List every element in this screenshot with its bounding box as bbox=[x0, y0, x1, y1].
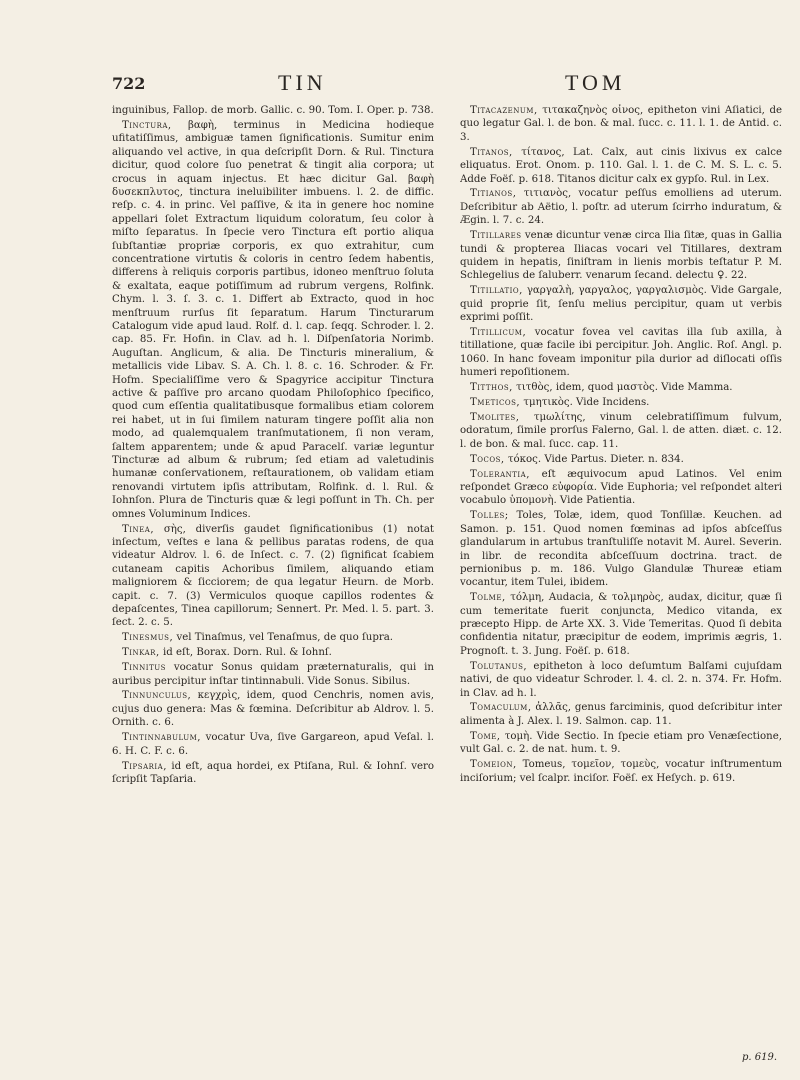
entry-headword: Tinea, bbox=[122, 523, 155, 535]
left-column bbox=[112, 104, 434, 1054]
entry-headword: Tinkar, bbox=[122, 647, 160, 659]
entry-text: τμωλίτης, vinum celebratiſſimum fulvum, odoratum, ſimile prorſus Falerno, Gal. l. de atten. diæt. c. 12. l. de bon. & mal. ſucc. cap. 11. bbox=[460, 411, 782, 450]
entry-text: inguinibus, Fallop. de morb. Gallic. c. 90. Tom. I. Oper. p. 738. bbox=[112, 105, 434, 116]
entry-text: Toles, Tolæ, idem, quod Tonſillæ. Keuchen. ad Samon. p. 151. Quod nomen fœminas ad ipſos abſceſſus glandularum in artubus tranſtuliſſe notavit M. Aurel. Severin. in libr. de recondita abſceſſuum doctrina. tract. de pernionibus p. m. 186. Vulgo Glandulæ Thureæ etiam vocantur, item Tulei, ibidem. bbox=[460, 510, 782, 589]
entry-headword: Tintinnabulum, bbox=[122, 732, 202, 744]
dictionary-entry bbox=[460, 411, 782, 451]
entry-text: τιτακαζηνὸς οἶνος, epitheton vini Aſiatici, de quo legatur Gal. l. de bon. & mal. ſucc. c. 11. l. 1. de Antid. c. 3. bbox=[460, 105, 782, 143]
dictionary-entry bbox=[460, 730, 782, 757]
dictionary-entry bbox=[460, 453, 782, 466]
entry-headword: Tolerantia, bbox=[470, 468, 530, 480]
dictionary-entry bbox=[112, 760, 434, 787]
dictionary-entry bbox=[460, 660, 782, 700]
dictionary-entry bbox=[460, 591, 782, 658]
entry-text: epitheton à loco deſumtum Balſami cujuſdam nativi, de quo videatur Schroder. l. 4. cl. 2. n. 374. Fr. Hofm. in Clav. ad h. l. bbox=[460, 660, 782, 699]
entry-text: κεγχρὶς, idem, quod Cenchris, nomen avis, cujus duo genera: Mas & fœmina. Deſcribitur ab Aldrov. l. 5. Ornith. c. 6. bbox=[112, 690, 434, 729]
entry-text: τμητικὸς. Vide Incidens. bbox=[520, 397, 650, 409]
entry-headword: Tinnunculus, bbox=[122, 690, 192, 702]
dictionary-entry bbox=[460, 326, 782, 380]
entry-headword: Tinesmus, bbox=[122, 632, 174, 644]
dictionary-entry bbox=[112, 661, 434, 688]
entry-text: τιτιανὸς, vocatur peſſus emolliens ad uterum. Deſcribitur ab Aëtio, l. poſtr. ad uterum ſcirrho induratum, & Ægin. l. 7. c. 24. bbox=[460, 188, 782, 227]
entry-text: eſt æquivocum apud Latinos. Vel enim reſpondet Græco εὐφορία. Vide Euphoria; vel reſpondet alteri vocabulo ὑπομονὴ. Vide Patientia. bbox=[460, 468, 782, 507]
dictionary-entry bbox=[112, 119, 434, 521]
dictionary-entry bbox=[460, 187, 782, 227]
dictionary-entry bbox=[460, 701, 782, 728]
entry-headword: Tolutanus, bbox=[470, 660, 528, 672]
entry-text: τόκος. Vide Partus. Dieter. n. 834. bbox=[504, 453, 684, 465]
entry-text: ἀλλᾶς, genus farciminis, quod deſcribitur inter alimenta à J. Alex. l. 19. Salmon. cap. 11. bbox=[460, 702, 782, 727]
entry-text: vocatur Sonus quidam præternaturalis, qui in auribus percipitur inſtar tintinnabuli. Vide Sonus. Sibilus. bbox=[112, 662, 434, 687]
dictionary-entry bbox=[460, 468, 782, 508]
right-column bbox=[460, 104, 782, 1054]
dictionary-entry bbox=[112, 631, 434, 644]
entry-text: τόλμη, Audacia, & τολμηρὸς, audax, dicitur, quæ ſi cum temeritate fuerit conjuncta, Medico vitanda, ex præcepto Hipp. de Arte XX. 3. Vide Temeritas. Quod ſi debita confidentia nitatur, præcipitur de eodem, imprimis ægris, 1. Prognoſt. t. 3. Jung. Foëſ. p. 618. bbox=[460, 592, 782, 657]
dictionary-entry bbox=[460, 229, 782, 283]
dictionary-entry bbox=[460, 146, 782, 186]
entry-text: τιτθὸς, idem, quod μαστὸς. Vide Mamma. bbox=[512, 382, 733, 394]
entry-text: id eſt, Borax. Dorn. Rul. & Iohnſ. bbox=[159, 647, 332, 659]
entry-headword: Tome, bbox=[470, 730, 501, 742]
page-header bbox=[0, 70, 800, 98]
entry-headword: Titianos, bbox=[470, 188, 517, 200]
entry-headword: Tmolites, bbox=[470, 411, 520, 423]
running-head-left: TIN bbox=[278, 70, 327, 95]
entry-text: Tomeus, τομεῖον, τομεὺς, vocatur inſtrumentum inciſorium; vel ſcalpr. inciſor. Foëſ. ex Heſych. p. 619. bbox=[460, 759, 782, 784]
entry-text: τομὴ. Vide Sectio. In ſpecie etiam pro Venæſectione, vult Gal. c. 2. de nat. hum. t. 9. bbox=[460, 730, 782, 756]
entry-headword: Tolme, bbox=[470, 592, 506, 604]
entry-headword: Tomeion, bbox=[470, 759, 517, 771]
entry-headword: Tomaculum, bbox=[470, 702, 532, 714]
dictionary-entry bbox=[460, 381, 782, 394]
dictionary-entry bbox=[460, 396, 782, 409]
entry-headword: Tmeticos, bbox=[470, 397, 521, 409]
entry-headword: Tolles; bbox=[470, 510, 509, 522]
dictionary-entry bbox=[460, 284, 782, 324]
entry-text: τίτανος, Lat. Calx, aut cinis lixivus ex calce eliquatus. Erot. Onom. p. 110. Gal. l. 1. de C. M. S. L. c. 5. Adde Foëſ. p. 618. Titanos dicitur calx ex gypſo. Rul. in Lex. bbox=[460, 146, 782, 185]
entry-headword: Titillatio, bbox=[470, 285, 523, 297]
dictionary-entry bbox=[460, 758, 782, 785]
entry-headword: Titanos, bbox=[470, 146, 513, 158]
entry-text: id eſt, aqua hordei, ex Ptiſana, Rul. & Iohnſ. vero ſcripſit Tapſaria. bbox=[112, 760, 434, 785]
dictionary-entry bbox=[112, 523, 434, 630]
dictionary-entry bbox=[112, 731, 434, 758]
dictionary-entry bbox=[460, 509, 782, 589]
running-head-right: TOM bbox=[565, 70, 626, 95]
entry-headword: Tinnitus bbox=[122, 662, 166, 674]
dictionary-entry bbox=[112, 689, 434, 729]
entry-headword: Tipsaria, bbox=[122, 760, 167, 772]
dictionary-entry bbox=[112, 646, 434, 659]
entry-headword: Titillares bbox=[470, 230, 522, 242]
page-number: 722 bbox=[112, 74, 146, 93]
entry-text: venæ dicuntur venæ circa Ilia ſitæ, quas in Gallia tundi & propterea Iliacas vocari vel Titillares, dextram quidem in hepatis, ſiniſtram in lienis morbis teſtatur P. M. Schlegelius de ſaluberr. venarum ſecand. delectu ♀. 22. bbox=[460, 230, 782, 282]
entry-text: vocatur fovea vel cavitas illa ſub axilla, à titillatione, quæ facile ibi percipitur. Joh. Anglic. Roſ. Angl. p. 1060. In hanc foveam imponitur pila durior ad diſlocati oſſis humeri repoſitionem. bbox=[460, 327, 782, 379]
entry-text: γαργαλὴ, γαργαλος, γαργαλισμὸς. Vide Gargale, quid proprie ſit, ſenſu melius percipitur, quam ut verbis exprimi poſſit. bbox=[460, 285, 782, 324]
dictionary-entry bbox=[460, 104, 782, 144]
entry-headword: Tinctura, bbox=[122, 119, 172, 131]
catchword: p. 619. bbox=[742, 1052, 778, 1063]
dictionary-entry bbox=[112, 104, 434, 117]
entry-text: βαφὴ, terminus in Medicina hodieque ufitatiſſimus, ambiguæ tamen ſignificationis. Sumitur enim aliquando vel active, in qua deſcripſit Dorn. & Rul. Tinctura dicitur, quod colore ſuo penetrat & tingit alia corpora; ut crocus in aquam injectus. Et hæc dicitur Gal. βαφὴ δυσεκπλυτος, tinctura ineluibiliter imbuens. l. 2. de diffic. reſp. c. 4. in princ. Vel paſſive, & ita in genere hoc nomine appellari ſolet Extractum liquidum coloratum, ſeu color à miſto ſeparatus. In ſpecie vero Tinctura eſt portio aliqua ſubſtantiæ propriæ corporis, ex quo extrahitur, cum concentratione virtutis & coloris in centro ſedem habentis, differens à reliquis corporis partibus, idoneo menſtruo ſoluta & exaltata, eaque potiſſimum ad rubrum vergens, Rolfink. Chym. l. 3. ſ. 3. c. 1. Differt ab Extracto, quod in hoc menſtruum rurſus ſit ſeparatum. Harum Tincturarum Catalogum vide apud laud. Rolf. d. l. cap. ſeqq. Schroder. l. 2. cap. 85. Fr. Hofin. in Clav. ad h. l. Diſpenſatoria Norimb. Auguſtan. Anglicum, & alia. De Tincturis mineralium, & metallicis vide Libav. S. A. Ch. l. 8. c. 16. Schroder. & Fr. Hofm. Specialiſſime vero & Spagyrice accipitur Tinctura active & paſſive pro arcano quodam Philoſophico ſpecifico, quod cum eſſentia qualitatibusque formalibus etiam colorem rei habet, ut in ſui ſimilem naturam tingere poſſit alia non modo, ad qualemqualem tranſmutationem, ſi non veram, ſaltem apparentem; unde & apud Paracelſ. variæ leguntur Tincturæ ad album & rubrum; ſed etiam ad valetudinis humanæ conſervationem, reſtaurationem, ob validam etiam renovandi virtutem ipſis attributam, Rolfink. d. l. Rul. & Iohnſon. Plura de Tincturis quæ & legi poſſunt in Th. Ch. per omnes Voluminum Indices. bbox=[112, 119, 434, 520]
entry-text: vel Tinaſmus, vel Tenaſmus, de quo ſupra. bbox=[173, 632, 394, 644]
entry-headword: Titillicum, bbox=[470, 327, 527, 338]
entry-text: vocatur Uva, ſive Gargareon, apud Veſal. l. 6. H. C. F. c. 6. bbox=[112, 732, 434, 757]
entry-headword: Tocos, bbox=[470, 453, 505, 465]
entry-text: σὴς, diverſis gaudet ſignificationibus (1) notat inſectum, veſtes e lana & pellibus paratas rodens, de qua videatur Aldrov. l. 6. de Inſect. c. 7. (2) ſignificat ſcabiem cutaneam capitis Achoribus ſimilem, aliquando etiam maligniorem & ſicciorem; de qua legatur Heurn. de Morb. capit. c. 7. (3) Vermiculos quoque capillos rodentes & depaſcentes, Tinea capillorum; Sennert. Pr. Med. l. 5. part. 3. ſect. 2. c. 5. bbox=[112, 523, 434, 629]
entry-headword: Titacazenum, bbox=[470, 105, 538, 116]
entry-headword: Titthos, bbox=[470, 382, 513, 394]
